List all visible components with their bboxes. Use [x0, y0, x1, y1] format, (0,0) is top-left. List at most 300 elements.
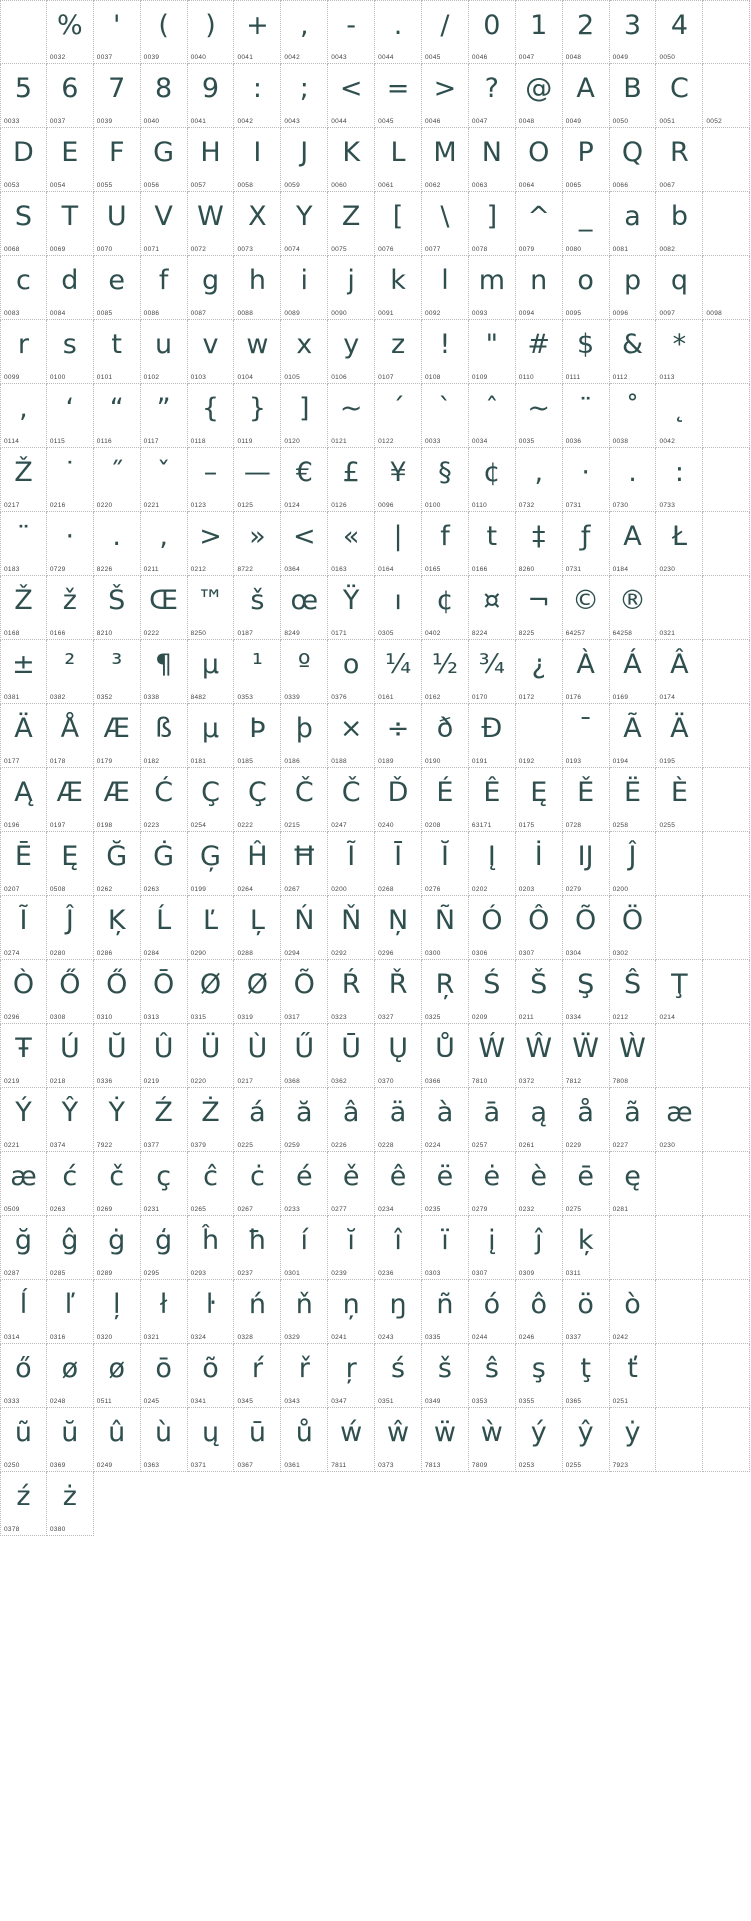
glyph-cell[interactable] — [47, 768, 94, 832]
glyph-cell[interactable] — [656, 448, 703, 512]
glyph-cell[interactable] — [234, 1408, 281, 1472]
glyph-cell[interactable] — [234, 896, 281, 960]
glyph-cell[interactable] — [141, 256, 188, 320]
glyph-cell[interactable] — [234, 320, 281, 384]
glyph-cell[interactable] — [0, 448, 47, 512]
glyph-cell[interactable] — [328, 1152, 375, 1216]
glyph-cell[interactable] — [141, 1216, 188, 1280]
glyph-cell[interactable] — [0, 64, 47, 128]
glyph-cell[interactable] — [188, 1088, 235, 1152]
glyph-cell[interactable] — [469, 512, 516, 576]
glyph-cell[interactable] — [47, 1088, 94, 1152]
glyph-cell[interactable] — [281, 192, 328, 256]
glyph-cell[interactable] — [375, 896, 422, 960]
glyph-cell[interactable] — [563, 448, 610, 512]
glyph-cell[interactable] — [610, 576, 657, 640]
glyph-cell[interactable] — [188, 1408, 235, 1472]
glyph-cell[interactable] — [141, 640, 188, 704]
glyph-cell[interactable] — [656, 1024, 703, 1088]
glyph-cell[interactable] — [47, 384, 94, 448]
glyph-cell[interactable] — [281, 1280, 328, 1344]
glyph-cell[interactable] — [516, 1408, 563, 1472]
glyph-cell[interactable] — [375, 960, 422, 1024]
glyph-cell[interactable] — [0, 128, 47, 192]
glyph-cell[interactable] — [188, 896, 235, 960]
glyph-cell[interactable] — [281, 0, 328, 64]
glyph-cell[interactable] — [141, 0, 188, 64]
glyph-cell[interactable] — [234, 192, 281, 256]
glyph-cell[interactable] — [703, 896, 750, 960]
glyph-cell[interactable] — [516, 448, 563, 512]
glyph-cell[interactable] — [703, 512, 750, 576]
glyph-cell[interactable] — [563, 1024, 610, 1088]
glyph-cell[interactable] — [703, 320, 750, 384]
glyph-cell[interactable] — [469, 1088, 516, 1152]
glyph-cell[interactable] — [94, 448, 141, 512]
glyph-cell[interactable] — [328, 128, 375, 192]
glyph-cell[interactable] — [516, 1088, 563, 1152]
glyph-cell[interactable] — [703, 448, 750, 512]
glyph-cell[interactable] — [281, 1088, 328, 1152]
glyph-cell[interactable] — [703, 704, 750, 768]
glyph-cell[interactable] — [234, 128, 281, 192]
glyph-cell[interactable] — [469, 768, 516, 832]
glyph-cell[interactable] — [703, 1344, 750, 1408]
glyph-cell[interactable] — [422, 1088, 469, 1152]
glyph-cell[interactable] — [516, 256, 563, 320]
glyph-cell[interactable] — [656, 1216, 703, 1280]
glyph-cell[interactable] — [234, 1216, 281, 1280]
glyph-cell[interactable] — [422, 832, 469, 896]
glyph-cell[interactable] — [516, 960, 563, 1024]
glyph-cell[interactable] — [469, 832, 516, 896]
glyph-cell[interactable] — [656, 640, 703, 704]
glyph-cell[interactable] — [610, 128, 657, 192]
glyph-cell[interactable] — [188, 256, 235, 320]
glyph-cell[interactable] — [563, 128, 610, 192]
glyph-cell[interactable] — [422, 1408, 469, 1472]
glyph-cell[interactable] — [703, 0, 750, 64]
glyph-cell[interactable] — [469, 960, 516, 1024]
glyph-cell[interactable] — [422, 704, 469, 768]
glyph-cell[interactable] — [94, 1088, 141, 1152]
glyph-cell[interactable] — [0, 512, 47, 576]
glyph-cell[interactable] — [328, 0, 375, 64]
glyph-cell[interactable] — [141, 768, 188, 832]
glyph-cell[interactable] — [281, 576, 328, 640]
glyph-cell[interactable] — [375, 192, 422, 256]
glyph-cell[interactable] — [328, 832, 375, 896]
glyph-cell[interactable] — [141, 384, 188, 448]
glyph-cell[interactable] — [281, 1408, 328, 1472]
glyph-cell[interactable] — [469, 320, 516, 384]
glyph-cell[interactable] — [328, 1216, 375, 1280]
glyph-cell[interactable] — [141, 1088, 188, 1152]
glyph-cell[interactable] — [0, 896, 47, 960]
glyph-cell[interactable] — [703, 384, 750, 448]
glyph-cell[interactable] — [563, 64, 610, 128]
glyph-cell[interactable] — [703, 576, 750, 640]
glyph-cell[interactable] — [141, 896, 188, 960]
glyph-cell[interactable] — [469, 1216, 516, 1280]
glyph-cell[interactable] — [422, 0, 469, 64]
glyph-cell[interactable] — [47, 640, 94, 704]
glyph-cell[interactable] — [281, 960, 328, 1024]
glyph-cell[interactable] — [234, 256, 281, 320]
glyph-cell[interactable] — [94, 768, 141, 832]
glyph-cell[interactable] — [703, 768, 750, 832]
glyph-cell[interactable] — [703, 640, 750, 704]
glyph-cell[interactable] — [516, 640, 563, 704]
glyph-cell[interactable] — [188, 1152, 235, 1216]
glyph-cell[interactable] — [141, 576, 188, 640]
glyph-cell[interactable] — [141, 320, 188, 384]
glyph-cell[interactable] — [610, 640, 657, 704]
glyph-cell[interactable] — [94, 896, 141, 960]
glyph-cell[interactable] — [563, 192, 610, 256]
glyph-cell[interactable] — [0, 256, 47, 320]
glyph-cell[interactable] — [328, 1088, 375, 1152]
glyph-cell[interactable] — [94, 960, 141, 1024]
glyph-cell[interactable] — [234, 704, 281, 768]
glyph-cell[interactable] — [0, 1216, 47, 1280]
glyph-cell[interactable] — [469, 192, 516, 256]
glyph-cell[interactable] — [94, 64, 141, 128]
glyph-cell[interactable] — [469, 384, 516, 448]
glyph-cell[interactable] — [375, 128, 422, 192]
glyph-cell[interactable] — [94, 1216, 141, 1280]
glyph-cell[interactable] — [47, 64, 94, 128]
glyph-cell[interactable] — [188, 320, 235, 384]
glyph-cell[interactable] — [281, 1344, 328, 1408]
glyph-cell[interactable] — [328, 960, 375, 1024]
glyph-cell[interactable] — [0, 768, 47, 832]
glyph-cell[interactable] — [188, 1024, 235, 1088]
glyph-cell[interactable] — [281, 448, 328, 512]
glyph-cell[interactable] — [47, 832, 94, 896]
glyph-cell[interactable] — [188, 64, 235, 128]
glyph-cell[interactable] — [375, 448, 422, 512]
glyph-cell[interactable] — [516, 832, 563, 896]
glyph-cell[interactable] — [656, 704, 703, 768]
glyph-cell[interactable] — [656, 128, 703, 192]
glyph-cell[interactable] — [234, 768, 281, 832]
glyph-cell[interactable] — [0, 1088, 47, 1152]
glyph-cell[interactable] — [94, 384, 141, 448]
glyph-cell[interactable] — [141, 832, 188, 896]
glyph-cell[interactable] — [281, 704, 328, 768]
glyph-cell[interactable] — [516, 1344, 563, 1408]
glyph-cell[interactable] — [469, 640, 516, 704]
glyph-cell[interactable] — [281, 896, 328, 960]
glyph-cell[interactable] — [610, 1088, 657, 1152]
glyph-cell[interactable] — [0, 640, 47, 704]
glyph-cell[interactable] — [610, 0, 657, 64]
glyph-cell[interactable] — [656, 832, 703, 896]
glyph-cell[interactable] — [47, 512, 94, 576]
glyph-cell[interactable] — [94, 1024, 141, 1088]
glyph-cell[interactable] — [47, 128, 94, 192]
glyph-cell[interactable] — [0, 192, 47, 256]
glyph-cell[interactable] — [563, 640, 610, 704]
glyph-cell[interactable] — [610, 704, 657, 768]
glyph-cell[interactable] — [94, 1280, 141, 1344]
glyph-cell[interactable] — [141, 960, 188, 1024]
glyph-cell[interactable] — [703, 960, 750, 1024]
glyph-cell[interactable] — [610, 512, 657, 576]
glyph-cell[interactable] — [47, 192, 94, 256]
glyph-cell[interactable] — [328, 768, 375, 832]
glyph-cell[interactable] — [516, 0, 563, 64]
glyph-cell[interactable] — [328, 704, 375, 768]
glyph-cell[interactable] — [563, 576, 610, 640]
glyph-cell[interactable] — [610, 768, 657, 832]
glyph-cell[interactable] — [328, 1280, 375, 1344]
glyph-cell[interactable] — [656, 512, 703, 576]
glyph-cell[interactable] — [141, 64, 188, 128]
glyph-cell[interactable] — [234, 960, 281, 1024]
glyph-cell[interactable] — [375, 1408, 422, 1472]
glyph-cell[interactable] — [422, 1280, 469, 1344]
glyph-cell[interactable] — [188, 960, 235, 1024]
glyph-cell[interactable] — [469, 448, 516, 512]
glyph-cell[interactable] — [610, 256, 657, 320]
glyph-cell[interactable] — [610, 192, 657, 256]
glyph-cell[interactable] — [422, 960, 469, 1024]
glyph-cell[interactable] — [375, 704, 422, 768]
glyph-cell[interactable] — [94, 256, 141, 320]
glyph-cell[interactable] — [188, 768, 235, 832]
glyph-cell[interactable] — [375, 0, 422, 64]
glyph-cell[interactable] — [188, 192, 235, 256]
glyph-cell[interactable] — [47, 256, 94, 320]
glyph-cell[interactable] — [563, 768, 610, 832]
glyph-cell[interactable] — [141, 1280, 188, 1344]
glyph-cell[interactable] — [563, 0, 610, 64]
glyph-cell[interactable] — [656, 384, 703, 448]
glyph-cell[interactable] — [188, 1216, 235, 1280]
glyph-cell[interactable] — [703, 1280, 750, 1344]
glyph-cell[interactable] — [422, 448, 469, 512]
glyph-cell[interactable] — [656, 320, 703, 384]
glyph-cell[interactable] — [375, 832, 422, 896]
glyph-cell[interactable] — [47, 1472, 94, 1536]
glyph-cell[interactable] — [703, 1024, 750, 1088]
glyph-cell[interactable] — [422, 128, 469, 192]
glyph-cell[interactable] — [94, 832, 141, 896]
glyph-cell[interactable] — [234, 1344, 281, 1408]
glyph-cell[interactable] — [47, 1280, 94, 1344]
glyph-cell[interactable] — [469, 256, 516, 320]
glyph-cell[interactable] — [234, 384, 281, 448]
glyph-cell[interactable] — [328, 640, 375, 704]
glyph-cell[interactable] — [281, 256, 328, 320]
glyph-cell[interactable] — [610, 1152, 657, 1216]
glyph-cell[interactable] — [47, 1024, 94, 1088]
glyph-cell[interactable] — [141, 704, 188, 768]
glyph-cell[interactable] — [516, 1024, 563, 1088]
glyph-cell[interactable] — [141, 192, 188, 256]
glyph-cell[interactable] — [375, 384, 422, 448]
glyph-cell[interactable] — [234, 64, 281, 128]
glyph-cell[interactable] — [375, 1216, 422, 1280]
glyph-cell[interactable] — [563, 896, 610, 960]
glyph-cell[interactable] — [375, 1152, 422, 1216]
glyph-cell[interactable] — [0, 384, 47, 448]
glyph-cell[interactable] — [141, 1152, 188, 1216]
glyph-cell[interactable] — [656, 64, 703, 128]
glyph-cell[interactable] — [188, 1344, 235, 1408]
glyph-cell[interactable] — [656, 960, 703, 1024]
glyph-cell[interactable] — [375, 576, 422, 640]
glyph-cell[interactable] — [328, 512, 375, 576]
glyph-cell[interactable] — [328, 1344, 375, 1408]
glyph-cell[interactable] — [656, 896, 703, 960]
glyph-cell[interactable] — [516, 384, 563, 448]
glyph-cell[interactable] — [0, 320, 47, 384]
glyph-cell[interactable] — [328, 576, 375, 640]
glyph-cell[interactable] — [563, 1088, 610, 1152]
glyph-cell[interactable] — [234, 512, 281, 576]
glyph-cell[interactable] — [422, 512, 469, 576]
glyph-cell[interactable] — [469, 896, 516, 960]
glyph-cell[interactable] — [0, 1152, 47, 1216]
glyph-cell[interactable] — [328, 896, 375, 960]
glyph-cell[interactable] — [516, 1280, 563, 1344]
glyph-cell[interactable] — [328, 64, 375, 128]
glyph-cell[interactable] — [703, 1408, 750, 1472]
glyph-cell[interactable] — [469, 704, 516, 768]
glyph-cell[interactable] — [375, 1344, 422, 1408]
glyph-cell[interactable] — [516, 576, 563, 640]
glyph-cell[interactable] — [375, 1280, 422, 1344]
glyph-cell[interactable] — [188, 512, 235, 576]
glyph-cell[interactable] — [469, 128, 516, 192]
glyph-cell[interactable] — [656, 1344, 703, 1408]
glyph-cell[interactable] — [375, 768, 422, 832]
glyph-cell[interactable] — [469, 64, 516, 128]
glyph-cell[interactable] — [188, 576, 235, 640]
glyph-cell[interactable] — [47, 896, 94, 960]
glyph-cell[interactable] — [610, 64, 657, 128]
glyph-cell[interactable] — [703, 256, 750, 320]
glyph-cell[interactable] — [234, 1280, 281, 1344]
glyph-cell[interactable] — [656, 1088, 703, 1152]
glyph-cell[interactable] — [563, 1216, 610, 1280]
glyph-cell[interactable] — [281, 640, 328, 704]
glyph-cell[interactable] — [234, 1024, 281, 1088]
glyph-cell[interactable] — [234, 0, 281, 64]
glyph-cell[interactable] — [563, 960, 610, 1024]
glyph-cell[interactable] — [610, 1280, 657, 1344]
glyph-cell[interactable] — [422, 1216, 469, 1280]
glyph-cell[interactable] — [563, 320, 610, 384]
glyph-cell[interactable] — [610, 1024, 657, 1088]
glyph-cell[interactable] — [94, 1152, 141, 1216]
glyph-cell[interactable] — [281, 1216, 328, 1280]
glyph-cell[interactable] — [281, 384, 328, 448]
glyph-cell[interactable] — [422, 1344, 469, 1408]
glyph-cell[interactable] — [188, 1280, 235, 1344]
glyph-cell[interactable] — [281, 1024, 328, 1088]
glyph-cell[interactable] — [516, 320, 563, 384]
glyph-cell[interactable] — [47, 1152, 94, 1216]
glyph-cell[interactable] — [281, 512, 328, 576]
glyph-cell[interactable] — [188, 128, 235, 192]
glyph-cell[interactable] — [656, 1152, 703, 1216]
glyph-cell[interactable] — [610, 1344, 657, 1408]
glyph-cell[interactable] — [281, 320, 328, 384]
glyph-cell[interactable] — [47, 448, 94, 512]
glyph-cell[interactable] — [516, 1216, 563, 1280]
glyph-cell[interactable] — [656, 1280, 703, 1344]
glyph-cell[interactable] — [703, 1088, 750, 1152]
glyph-cell[interactable] — [469, 1408, 516, 1472]
glyph-cell[interactable] — [610, 1408, 657, 1472]
glyph-cell[interactable] — [281, 1152, 328, 1216]
glyph-cell[interactable] — [375, 512, 422, 576]
glyph-cell[interactable] — [188, 640, 235, 704]
glyph-cell[interactable] — [94, 512, 141, 576]
glyph-cell[interactable] — [188, 0, 235, 64]
glyph-cell[interactable] — [469, 1344, 516, 1408]
glyph-cell[interactable] — [703, 128, 750, 192]
glyph-cell[interactable] — [422, 640, 469, 704]
glyph-cell[interactable] — [422, 896, 469, 960]
glyph-cell[interactable] — [0, 1280, 47, 1344]
glyph-cell[interactable] — [94, 1408, 141, 1472]
glyph-cell[interactable] — [0, 1408, 47, 1472]
glyph-cell[interactable] — [703, 1152, 750, 1216]
glyph-cell[interactable] — [610, 320, 657, 384]
glyph-cell[interactable] — [563, 1344, 610, 1408]
glyph-cell[interactable] — [422, 768, 469, 832]
glyph-cell[interactable] — [703, 832, 750, 896]
glyph-cell[interactable] — [516, 128, 563, 192]
glyph-cell[interactable] — [656, 768, 703, 832]
glyph-cell[interactable] — [94, 576, 141, 640]
glyph-cell[interactable] — [94, 320, 141, 384]
glyph-cell[interactable] — [47, 704, 94, 768]
glyph-cell[interactable] — [375, 1088, 422, 1152]
glyph-cell[interactable] — [141, 1344, 188, 1408]
glyph-cell[interactable] — [422, 384, 469, 448]
glyph-cell[interactable] — [563, 832, 610, 896]
glyph-cell[interactable] — [0, 1344, 47, 1408]
glyph-cell[interactable] — [281, 832, 328, 896]
glyph-cell[interactable] — [516, 704, 563, 768]
glyph-cell[interactable] — [281, 64, 328, 128]
glyph-cell[interactable] — [94, 1344, 141, 1408]
glyph-cell[interactable] — [563, 256, 610, 320]
glyph-cell[interactable] — [188, 448, 235, 512]
glyph-cell[interactable] — [516, 64, 563, 128]
glyph-cell[interactable] — [47, 1216, 94, 1280]
glyph-cell[interactable] — [141, 512, 188, 576]
glyph-cell[interactable] — [703, 1216, 750, 1280]
glyph-cell[interactable] — [375, 640, 422, 704]
glyph-cell[interactable] — [563, 1408, 610, 1472]
glyph-cell[interactable] — [469, 1024, 516, 1088]
glyph-cell[interactable] — [375, 256, 422, 320]
glyph-cell[interactable] — [610, 384, 657, 448]
glyph-cell[interactable] — [47, 320, 94, 384]
glyph-cell[interactable] — [0, 960, 47, 1024]
glyph-cell[interactable] — [422, 320, 469, 384]
glyph-cell[interactable] — [516, 896, 563, 960]
glyph-cell[interactable] — [656, 192, 703, 256]
glyph-cell[interactable] — [610, 1216, 657, 1280]
